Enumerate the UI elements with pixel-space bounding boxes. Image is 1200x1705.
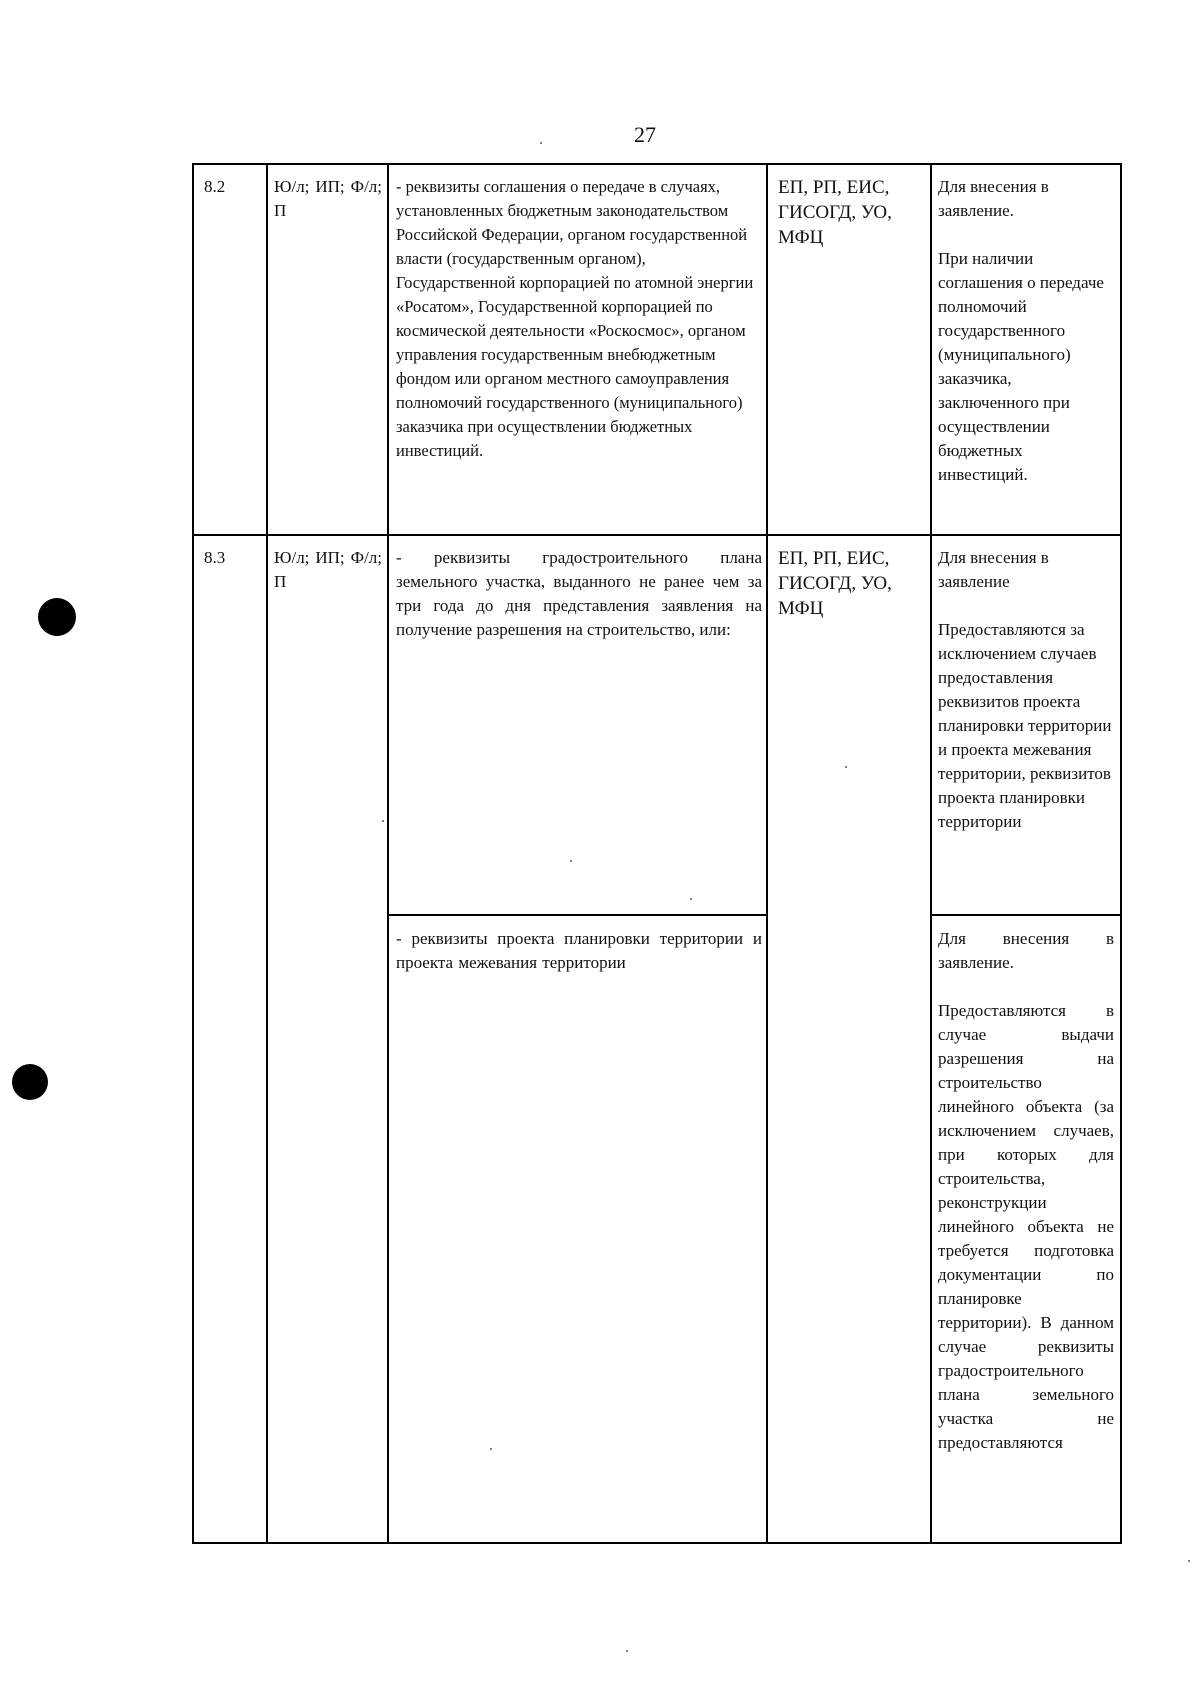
scan-speck — [690, 898, 692, 900]
col-divider-applicant — [387, 163, 389, 1544]
note-paragraph: Для внесения в заявление — [938, 548, 1049, 591]
page-number: 27 — [634, 122, 656, 147]
note-cell — [938, 546, 1116, 834]
note-paragraph: Для внесения в заявление. — [938, 929, 1114, 972]
note-paragraph: Предоставляются за исключением случаев предоставления реквизитов проекта планировки территории и проекта межевания территории, реквизитов проекта планировки территории — [938, 620, 1112, 831]
scan-speck — [382, 820, 384, 822]
col-divider-channels — [930, 163, 932, 1544]
subrow-divider-requirement — [388, 914, 768, 916]
subrow-divider-note — [931, 914, 1122, 916]
row-number: 8.3 — [204, 548, 226, 567]
row-number: 8.2 — [204, 177, 226, 196]
scan-speck — [570, 860, 572, 862]
submission-channels: ЕП, РП, ЕИС, ГИСОГД, УО, МФЦ — [778, 177, 892, 248]
submission-channels: ЕП, РП, ЕИС, ГИСОГД, УО, МФЦ — [778, 548, 892, 619]
requirement-text: - реквизиты соглашения о передаче в случаях, установленных бюджетным законодательством Российской Федерации, органом государственной власти (государственным органом), Государственной корпорацией по атомной энергии «Росатом», Государственной корпорацией по космической деятельности «Роскосмос», органом управления государственным внебюджетным фондом или органом местного самоуправления полномочий государственного (муниципального) заказчика при осуществлении бюджетных инвестиций. — [396, 177, 754, 460]
applicant-types: Ю/л; ИП; Ф/л; П — [274, 177, 382, 220]
note-paragraph: Предоставляются в случае выдачи разрешения на строительство линейного объекта (за исключением случаев, при которых для строительства, реконструкции линейного объекта не требуется подготовка документации по планировке территории). В данном случае реквизиты градостроительного плана земельного участка не предоставляются — [938, 1001, 1114, 1452]
note-paragraph: При наличии соглашения о передаче полномочий государственного (муниципального) заказчика, заключенного при осуществлении бюджетных инвестиций. — [938, 249, 1104, 484]
col-divider-requirement — [766, 163, 768, 1544]
note-cell — [938, 927, 1114, 1455]
scan-speck — [845, 766, 847, 768]
table-border-left — [192, 163, 194, 1544]
table-border-bottom — [192, 1542, 1122, 1544]
table-border-top — [192, 163, 1122, 165]
scan-speck — [490, 1448, 492, 1450]
applicant-types: Ю/л; ИП; Ф/л; П — [274, 548, 382, 591]
scan-speck — [1188, 1560, 1190, 1562]
scan-speck — [540, 142, 542, 144]
table-border-right — [1120, 163, 1122, 1544]
punch-hole-mark — [38, 598, 76, 636]
punch-hole-mark — [12, 1064, 48, 1100]
requirement-text: - реквизиты проекта планировки территории и проекта межевания территории — [396, 929, 762, 972]
note-cell — [938, 175, 1116, 487]
scan-speck — [626, 1650, 628, 1652]
note-paragraph: Для внесения в заявление. — [938, 177, 1049, 220]
col-divider-num — [266, 163, 268, 1544]
requirement-text: - реквизиты градостроительного плана земельного участка, выданного не ранее чем за три года до дня представления заявления на получение разрешения на строительство, или: — [396, 548, 762, 639]
row-divider — [192, 534, 1122, 536]
